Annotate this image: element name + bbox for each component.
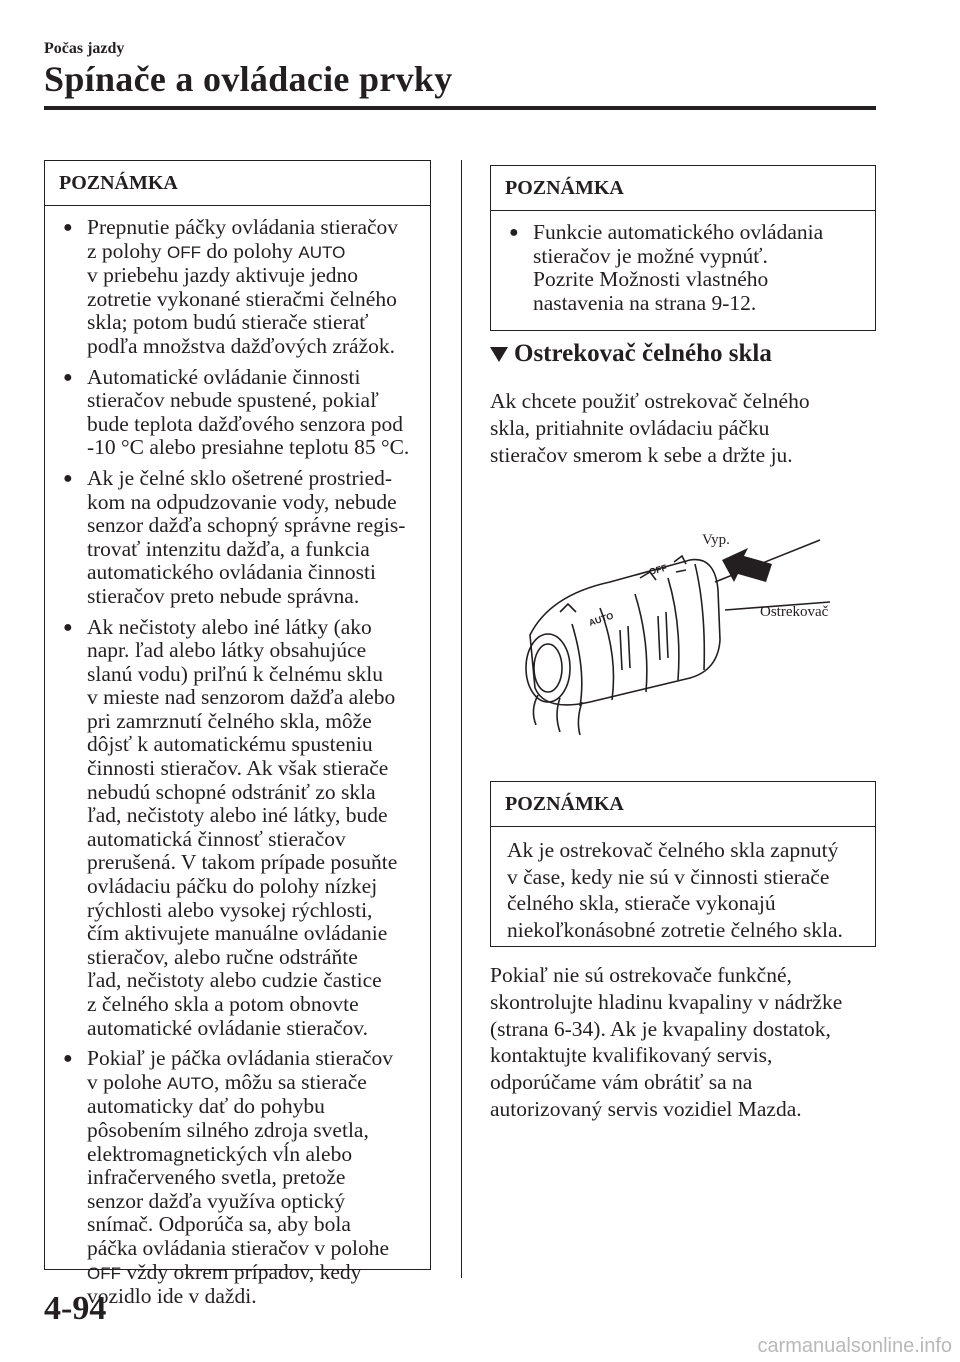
note-item <box>507 221 863 315</box>
bullet-icon: ● <box>63 618 73 636</box>
title-rule <box>44 106 876 110</box>
text-line: Pozrite Možnosti vlastného <box>533 267 769 292</box>
text-line: kom na odpudzovanie vody, nebude <box>87 489 397 514</box>
text-line: stieračov preto nebude správna. <box>87 583 360 608</box>
text-line: ľad, nečistoty alebo iné látky, bude <box>87 803 388 828</box>
text-line: z čelného skla a potom obnovte <box>87 992 359 1016</box>
text-line: napr. ľad alebo látky obsahujúce <box>87 638 367 663</box>
text-line: podľa množstva dažďových zrážok. <box>87 333 395 358</box>
section-label: Počas jazdy <box>44 40 125 57</box>
text-line: stieračov nebude spustené, pokiaľ <box>87 388 379 413</box>
note-heading: POZNÁMKA <box>491 166 875 211</box>
note-list <box>507 221 863 315</box>
text-line: stieračov je možné vypnúť. <box>533 243 768 268</box>
switch-position-label: AUTO <box>167 1073 214 1093</box>
text-line: infračerveného svetla, pretože <box>87 1165 346 1190</box>
washer-intro <box>490 388 810 469</box>
text-line: -10 °C alebo presiahne teplotu 85 °C. <box>87 435 410 460</box>
text-line: automatické ovládanie stieračov. <box>87 1015 368 1040</box>
text-line: automatického ovládania činnosti <box>87 560 376 585</box>
right-note-box-bottom <box>490 781 876 947</box>
note-heading: POZNÁMKA <box>491 782 875 827</box>
text-line: v priebehu jazdy aktivuje jedno <box>87 263 359 288</box>
text-line: prerušená. V takom prípade posuňte <box>87 850 398 875</box>
switch-label-auto: AUTO <box>587 610 615 628</box>
figure-label-off: Vyp. <box>702 532 730 548</box>
text-line: kontaktujte kvalifikovaný servis, <box>490 1043 773 1068</box>
note-heading: POZNÁMKA <box>45 161 430 206</box>
note-item <box>61 366 418 460</box>
text-line: Automatické ovládanie činnosti <box>87 364 361 389</box>
text-line: nastavenia na strana 9-12. <box>533 290 757 315</box>
closing-paragraph <box>490 962 842 1123</box>
text-line: rýchlosti alebo vysokej rýchlosti, <box>87 897 373 922</box>
bullet-icon: ● <box>509 224 519 241</box>
text-line: skla; potom budú stierače stierať <box>87 310 369 335</box>
text-line: Pokiaľ nie sú ostrekovače funkčné, <box>490 963 792 987</box>
switch-label-off: OFF <box>647 562 668 577</box>
text-line: v čase, kedy nie sú v činnosti stierače <box>507 864 830 889</box>
page-number: 4-94 <box>44 1290 107 1327</box>
page-title: Spínače a ovládacie prvky <box>44 59 453 99</box>
washer-heading-text: Ostrekovač čelného skla <box>514 340 772 367</box>
wiper-lever-figure <box>490 520 870 760</box>
text-line: pri zamrznutí čelného skla, môže <box>87 708 372 733</box>
text-line: stieračov smerom k sebe a držte ju. <box>490 443 793 467</box>
text-line: Ak je čelné sklo ošetrené prostried- <box>87 465 393 490</box>
text-line: bude teplota dažďového senzora pod <box>87 411 403 436</box>
text-line: čím aktivujete manuálne ovládanie <box>87 921 388 946</box>
text-line: ľad, nečistoty alebo cudzie častice <box>87 968 382 993</box>
text-line: skla, pritiahnite ovládaciu páčku <box>490 416 770 440</box>
bullet-icon: ● <box>63 469 73 487</box>
bullet-icon: ● <box>63 219 73 236</box>
text-line: automaticky dať do pohybu <box>87 1094 325 1119</box>
text-line: Prepnutie páčky ovládania stieračov <box>87 215 399 239</box>
text-line: odporúčame vám obrátiť sa na <box>490 1070 753 1095</box>
text-line: Pokiaľ je páčka ovládania stieračov <box>87 1046 394 1071</box>
watermark: carmanualsonline.info <box>757 1335 952 1357</box>
text-line: čelného skla, stierače vykonajú <box>507 891 776 915</box>
text-line: trovať intenzitu dažďa, a funkcia <box>87 536 370 561</box>
figure-label-washer: Ostrekovač <box>760 604 829 620</box>
column-divider <box>461 160 462 1278</box>
note-body <box>45 206 430 1319</box>
text-line: senzor dažďa využíva optický <box>87 1188 346 1213</box>
triangle-marker-icon <box>490 347 508 362</box>
note-body <box>491 211 875 325</box>
text-line: v mieste nad senzorom dažďa alebo <box>87 685 396 710</box>
bullet-icon: ● <box>63 1050 73 1068</box>
note-list <box>61 216 418 1309</box>
wiper-lever-illustration <box>490 520 870 760</box>
switch-position-label: AUTO <box>298 242 346 262</box>
text-line: ovládaciu páčku do polohy nízkej <box>87 874 378 899</box>
text-line: dôjsť k automatickému spusteniu <box>87 732 373 757</box>
switch-position-label: OFF <box>87 1263 121 1283</box>
text-line: skontrolujte hladinu kvapaliny v nádržke <box>490 989 843 1014</box>
text-line: automatická činnosť stieračov <box>87 826 346 851</box>
text-line: v polohe AUTO, môžu sa stierače <box>87 1069 367 1094</box>
text-line: niekoľkonásobné zotretie čelného skla. <box>507 917 843 942</box>
text-line: (strana 6-34). Ak je kvapaliny dostatok, <box>490 1016 831 1041</box>
note-body <box>491 827 875 953</box>
text-line: nebudú schopné odstrániť zo skla <box>87 779 376 804</box>
right-note-box-top <box>490 165 876 331</box>
text-line: Ak chcete použiť ostrekovač čelného <box>490 389 810 413</box>
text-line: páčka ovládania stieračov v polohe <box>87 1235 390 1260</box>
note-item <box>61 216 418 359</box>
text-line: senzor dažďa schopný správne regis- <box>87 513 406 538</box>
text-line: slanú vodu) priľnú k čelnému sklu <box>87 661 383 686</box>
text-line: Ak nečistoty alebo iné látky (ako <box>87 614 372 639</box>
text-line: činnosti stieračov. Ak však stierače <box>87 756 389 781</box>
text-line: elektromagnetických vĺn alebo <box>87 1141 353 1166</box>
bullet-icon: ● <box>63 368 73 386</box>
note-item <box>61 616 418 1041</box>
switch-position-label: OFF <box>167 242 202 262</box>
text-line: z polohy OFF do polohy AUTO <box>87 238 346 263</box>
text-line: zotretie vykonané stieračmi čelného <box>87 286 397 311</box>
washer-heading <box>490 340 772 368</box>
text-line: pôsobením silného zdroja svetla, <box>87 1117 369 1142</box>
text-line: Ak je ostrekovač čelného skla zapnutý <box>507 838 839 862</box>
note-item <box>61 1047 418 1309</box>
text-line: snímač. Odporúča sa, aby bola <box>87 1212 351 1237</box>
text-line: autorizovaný servis vozidiel Mazda. <box>490 1096 802 1121</box>
text-line: Funkcie automatického ovládania <box>533 220 824 244</box>
text-line: OFF vždy okrem prípadov, kedy <box>87 1259 362 1284</box>
text-line: stieračov, alebo ručne odstráňte <box>87 944 358 969</box>
text-line: vozidlo ide v daždi. <box>87 1284 257 1309</box>
note-item <box>61 467 418 609</box>
